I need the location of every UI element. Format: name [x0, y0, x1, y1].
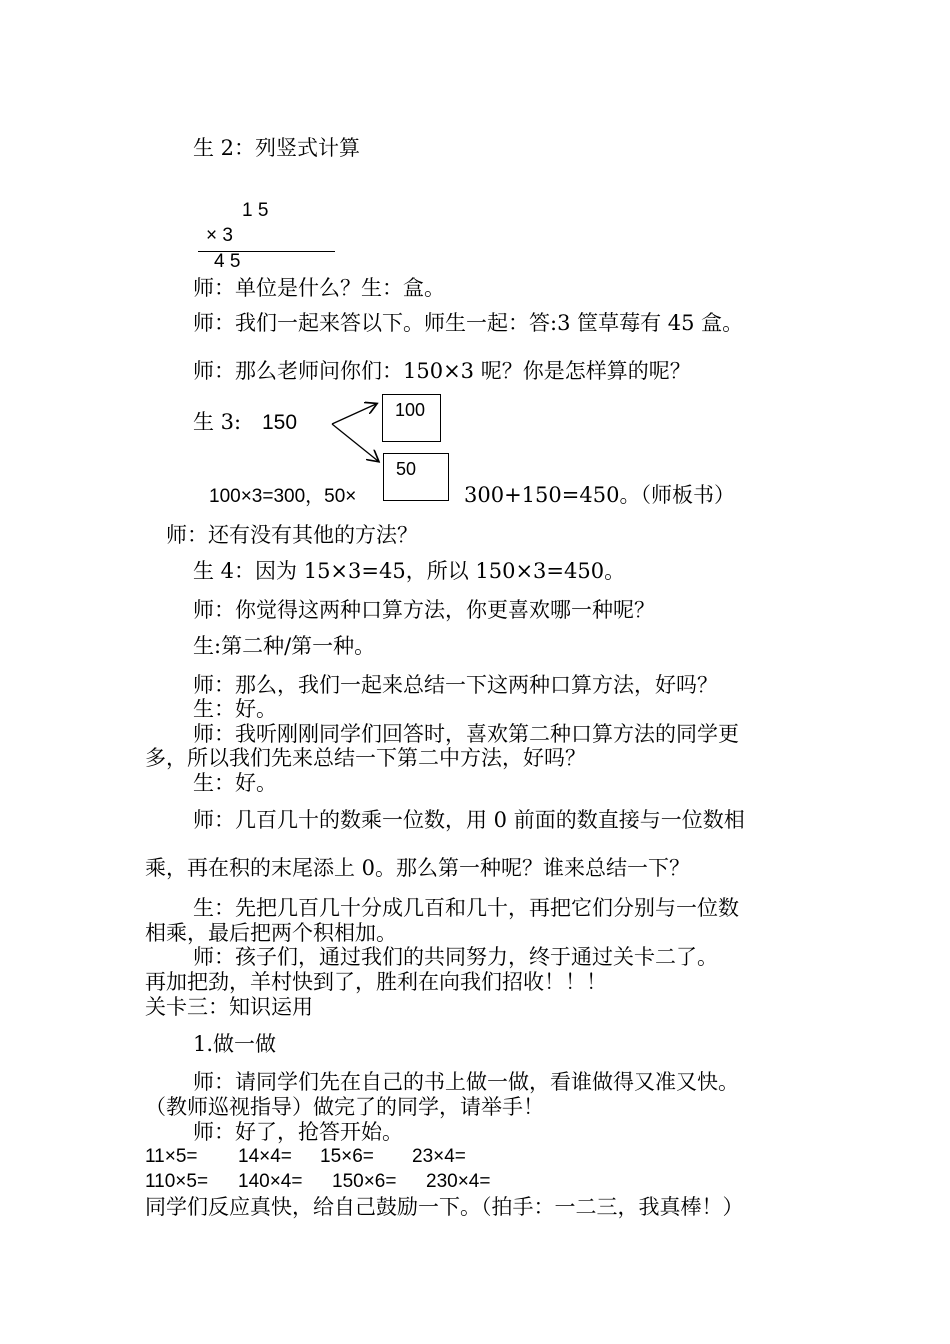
section-heading-level3: 关卡三：知识运用 [145, 995, 313, 1019]
split-box-100-label: 100 [395, 400, 426, 420]
split-box-50-label: 50 [396, 459, 417, 479]
line-answer: 师：我们一起来答以下。师生一起：答:3 筐草莓有 45 盒。 [193, 311, 744, 335]
exercise-1-1: 11×5= [145, 1146, 198, 1167]
line-encourage-b: 再加把劲，羊村快到了，胜利在向我们招收！！！ [145, 970, 607, 994]
exercise-1-3: 15×6= [320, 1146, 374, 1167]
line-student2-vertical: 生 2：列竖式计算 [193, 136, 361, 160]
line-board-calc-right: 300+150=450。（师板书） [464, 483, 735, 507]
line-teacher-150x3: 师：那么老师问你们：150×3 呢？你是怎样算的呢？ [193, 359, 691, 383]
line-do-in-book-a: 师：请同学们先在自己的书上做一做，看谁做得又准又快。 [193, 1070, 739, 1094]
line-which-preferred: 师：你觉得这两种口算方法，你更喜欢哪一种呢？ [193, 598, 655, 622]
line-student-ok-2: 生：好。 [193, 771, 277, 795]
line-do-in-book-b: （教师巡视指导）做完了的同学，请举手！ [145, 1095, 544, 1119]
line-student4: 生 4：因为 15×3=45，所以 150×3=450。 [193, 559, 626, 583]
line-quiz-start: 师：好了，抢答开始。 [193, 1120, 403, 1144]
line-summarize-prompt: 师：那么，我们一起来总结一下这两种口算方法，好吗？ [193, 673, 718, 697]
line-rule-method2-a: 师：几百几十的数乘一位数，用 0 前面的数直接与一位数相 [193, 808, 745, 832]
line-rule-method1-b: 相乘，最后把两个积相加。 [145, 921, 397, 945]
vertical-calc-multiplicand: 1 5 [242, 200, 269, 221]
line-rule-method2-b: 乘，再在积的末尾添上 0。那么第一种呢？谁来总结一下？ [145, 856, 691, 880]
line-teacher-heard-b: 多，所以我们先来总结一下第二中方法，好吗？ [145, 746, 586, 770]
line-other-methods: 师：还有没有其他的方法？ [166, 523, 418, 547]
student3-label: 生 3: [193, 410, 242, 434]
student3-number: 150 [262, 411, 298, 434]
line-rule-method1-a: 生：先把几百几十分成几百和几十，再把它们分别与一位数 [193, 896, 739, 920]
split-box-50 [383, 453, 449, 501]
split-box-100 [382, 394, 441, 442]
vertical-calc-product: 4 5 [214, 251, 241, 272]
exercise-2-2: 140×4= [238, 1171, 303, 1192]
exercise-2-4: 230×4= [426, 1171, 491, 1192]
line-student-ok-1: 生：好。 [193, 697, 277, 721]
exercise-1-4: 23×4= [412, 1146, 466, 1167]
exercise-1-2: 14×4= [238, 1146, 292, 1167]
line-encourage-a: 师：孩子们，通过我们的共同努力，终于通过关卡二了。 [193, 945, 718, 969]
line-unit-question: 师：单位是什么？生：盒。 [193, 276, 445, 300]
vertical-calc-multiplier: × 3 [206, 225, 233, 246]
line-board-calc-left: 100×3=300，50× [209, 486, 357, 507]
subheading-do-it: 1.做一做 [193, 1032, 277, 1056]
line-student-choice: 生:第二种/第一种。 [193, 634, 376, 658]
line-praise: 同学们反应真快，给自己鼓励一下。（拍手：一二三，我真棒！） [145, 1195, 744, 1219]
exercise-2-1: 110×5= [145, 1171, 209, 1192]
exercise-2-3: 150×6= [332, 1171, 397, 1192]
line-teacher-heard-a: 师：我听刚刚同学们回答时，喜欢第二种口算方法的同学更 [193, 722, 739, 746]
